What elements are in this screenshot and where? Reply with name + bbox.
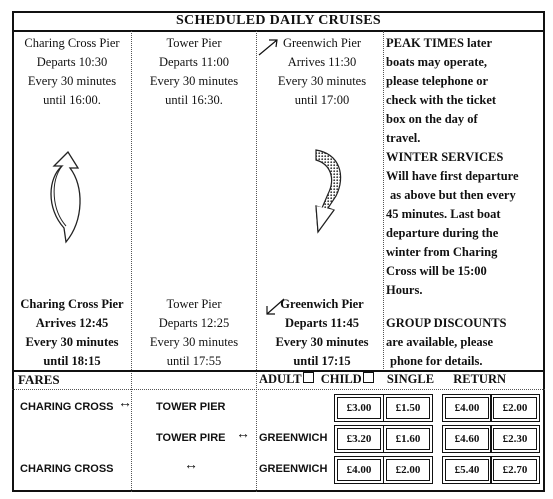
curved-return-arrow-icon xyxy=(40,146,90,246)
double-arrow-icon: ↔ xyxy=(236,427,250,442)
fare-row-2-to: GREENWICH xyxy=(259,432,328,444)
peak-heading: PEAK TIMES xyxy=(386,36,464,50)
pier-name: Charing Cross Pier xyxy=(24,36,120,50)
note-line: Will have first departure xyxy=(386,169,519,183)
note-line: boats may operate, xyxy=(386,55,488,69)
adult-label: ADULT xyxy=(259,372,302,386)
last-time: until 17:00 xyxy=(294,93,350,107)
outbound-tower xyxy=(133,34,255,110)
note-line: travel. xyxy=(386,131,421,145)
group-discounts-note xyxy=(386,314,544,371)
return-charing-cross xyxy=(14,295,130,371)
column-divider-1 xyxy=(131,31,132,492)
outbound-charing-cross xyxy=(14,34,130,110)
note-line: check with the ticket xyxy=(386,93,497,107)
pier-name: Greenwich Pier xyxy=(282,36,362,50)
column-divider-3 xyxy=(383,31,384,371)
price-adult: £4.00 xyxy=(337,459,381,481)
fare-row-2-from: TOWER PIRE xyxy=(156,432,226,444)
pier-name: Tower Pier xyxy=(166,297,222,311)
note-line: later xyxy=(467,36,493,50)
pier-name: Charing Cross Pier xyxy=(20,297,124,311)
note-line: as above but then every xyxy=(390,188,516,202)
price-return: £2.00 xyxy=(493,397,537,419)
frequency: Every 30 minutes xyxy=(149,335,239,349)
single-label: SINGLE xyxy=(386,372,435,386)
pier-name: Greenwich Pier xyxy=(280,297,364,311)
column-divider-2 xyxy=(256,31,257,492)
price-adult: £3.20 xyxy=(337,428,381,450)
peak-times-note xyxy=(386,34,544,148)
note-line: 45 minutes. Last boat xyxy=(386,207,501,221)
price-child: £2.00 xyxy=(386,459,430,481)
price-adult: £3.00 xyxy=(337,397,381,419)
note-line: Cross will be 15:00 xyxy=(386,264,487,278)
child-checkbox[interactable] xyxy=(363,372,374,383)
fares-header-divider xyxy=(12,389,545,390)
fare-row-3-from: CHARING CROSS xyxy=(20,463,114,475)
last-time: until 16:00. xyxy=(43,93,101,107)
note-line: departure during the xyxy=(386,226,499,240)
frequency: Every 30 minutes xyxy=(25,335,119,349)
fare-row-1-from: CHARING CROSS xyxy=(20,401,114,413)
fare-row-1-to: TOWER PIER xyxy=(156,401,226,413)
note-line: box on the day of xyxy=(386,112,478,126)
last-time: until 17:15 xyxy=(293,354,351,368)
departure-time: Departs 11:45 xyxy=(285,316,359,330)
pier-name: Tower Pier xyxy=(166,36,222,50)
note-line: phone for details. xyxy=(390,354,483,368)
title-divider xyxy=(12,30,545,32)
double-arrow-icon: ↔ xyxy=(118,396,132,411)
departure-time: Departs 12:25 xyxy=(158,316,230,330)
arrival-time: Arrives 11:30 xyxy=(287,55,357,69)
note-line: please telephone or xyxy=(386,74,489,88)
last-time: until 18:15 xyxy=(43,354,101,368)
winter-heading: WINTER SERVICES xyxy=(386,150,504,164)
price-single: £4.60 xyxy=(445,428,489,450)
fare-row-3-to: GREENWICH xyxy=(259,463,328,475)
curved-arrow-shaded-icon xyxy=(306,146,352,238)
frequency: Every 30 minutes xyxy=(27,74,117,88)
price-return: £2.70 xyxy=(493,459,537,481)
price-single: £4.00 xyxy=(445,397,489,419)
last-time: until 16:30. xyxy=(165,93,223,107)
return-tower xyxy=(133,295,255,371)
departure-time: Departs 11:00 xyxy=(158,55,229,69)
price-child: £1.60 xyxy=(386,428,430,450)
note-line: are available, please xyxy=(386,335,494,349)
return-label: RETURN xyxy=(453,372,507,386)
note-line: Hours. xyxy=(386,283,423,297)
fares-heading: FARES xyxy=(18,372,60,387)
last-time: until 17:55 xyxy=(166,354,222,368)
price-single: £5.40 xyxy=(445,459,489,481)
group-heading: GROUP DISCOUNTS xyxy=(386,316,507,330)
frequency: Every 30 minutes xyxy=(277,74,367,88)
frequency: Every 30 minutes xyxy=(149,74,239,88)
double-arrow-icon: ↔ xyxy=(184,458,198,473)
note-line: winter from Charing xyxy=(386,245,498,259)
page-title: SCHEDULED DAILY CRUISES xyxy=(175,13,382,28)
frequency: Every 30 minutes xyxy=(275,335,369,349)
price-return: £2.30 xyxy=(493,428,537,450)
arrival-time: Arrives 12:45 xyxy=(35,316,109,330)
fares-column-headers xyxy=(259,372,506,387)
winter-services-note xyxy=(386,148,544,300)
return-greenwich xyxy=(262,295,382,371)
child-label: CHILD xyxy=(320,372,362,386)
departure-time: Departs 10:30 xyxy=(36,55,108,69)
adult-checkbox[interactable] xyxy=(303,372,314,383)
price-child: £1.50 xyxy=(386,397,430,419)
diagonal-arrow-icon xyxy=(256,36,282,58)
